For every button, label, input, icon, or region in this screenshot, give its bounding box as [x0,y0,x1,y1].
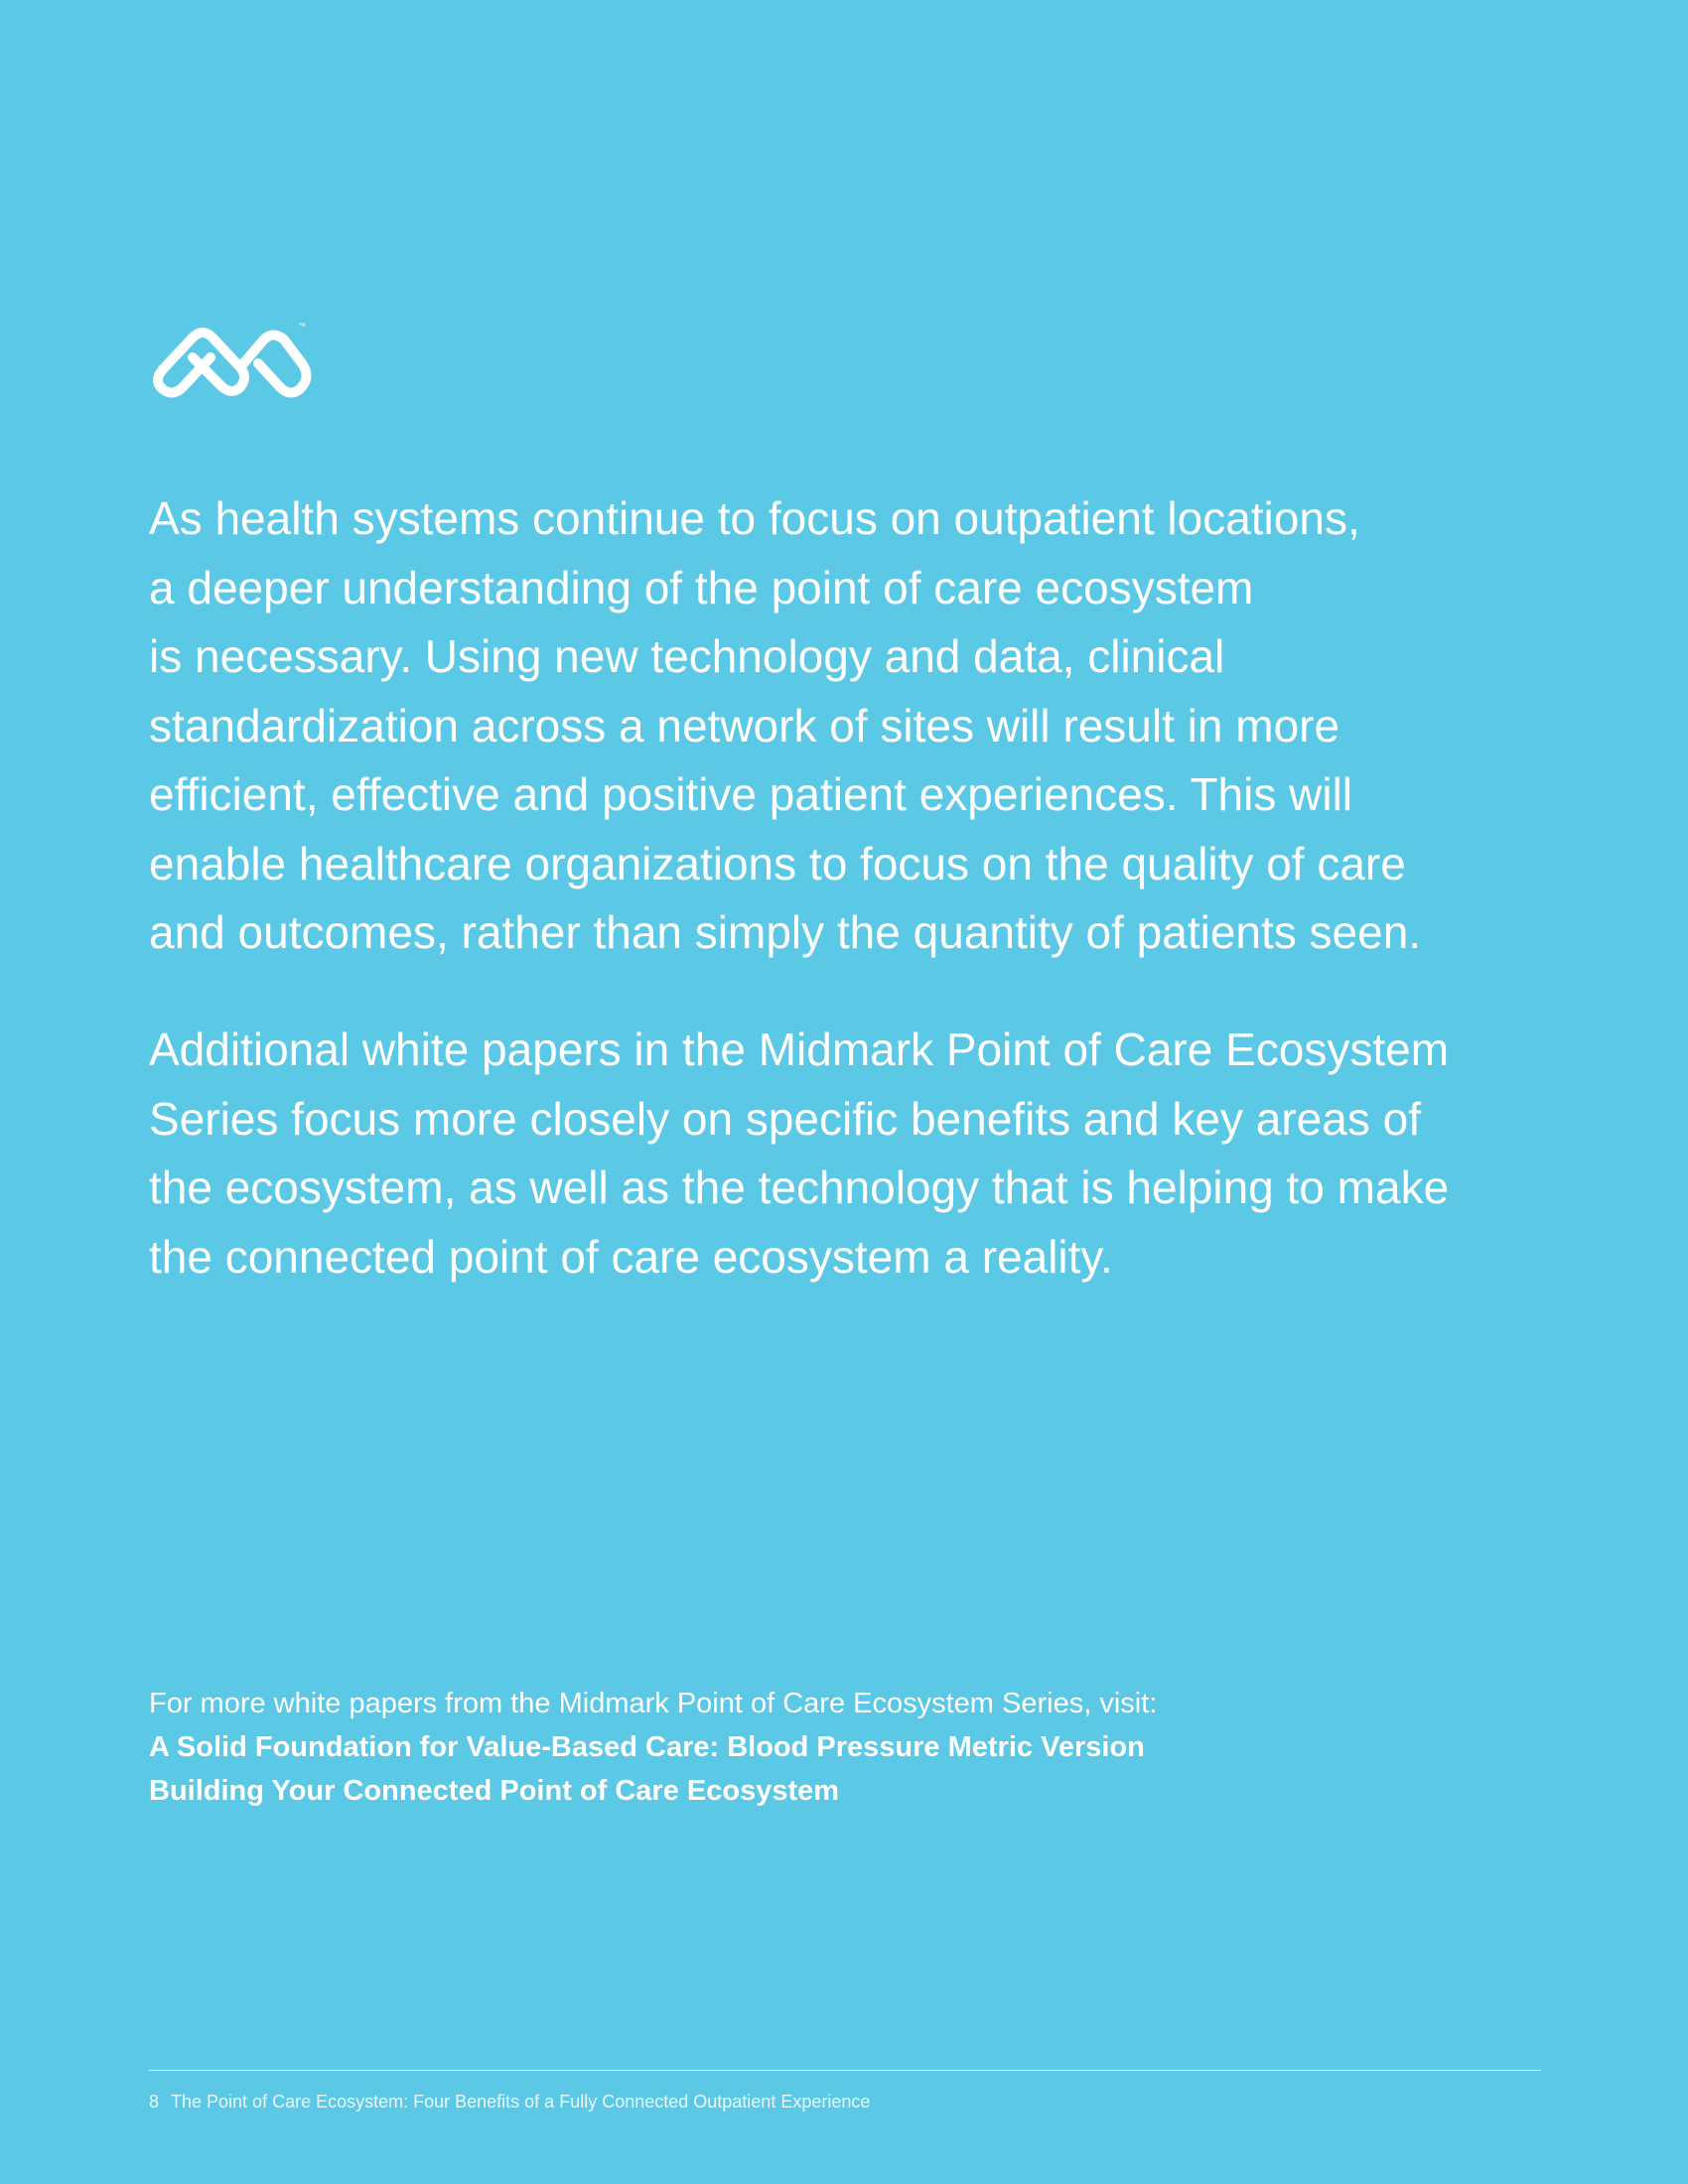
more-papers-intro: For more white papers from the Midmark Point of Care Ecosystem Series, visit: [149,1688,1158,1719]
paragraph-line: As health systems continue to focus on outpatient locations, [149,492,1360,544]
paragraph-line: Series focus more closely on specific benefits and key areas of [149,1092,1421,1145]
trademark-symbol: ™ [298,322,307,331]
body-paragraph-2 [149,1016,1539,1292]
paragraph-line: and outcomes, rather than simply the quantity of patients seen. [149,906,1422,958]
page-number: 8 [149,2092,160,2112]
paragraph-line: Additional white papers in the Midmark Point of Care Ecosystem [149,1024,1450,1075]
paragraph-line: standardization across a network of sites will result in more [149,699,1340,751]
page-footer [149,2091,870,2113]
body-paragraph-1 [149,484,1539,968]
paragraph-line: a deeper understanding of the point of care ecosystem [149,561,1254,614]
white-paper-link-connected-ecosystem[interactable]: Building Your Connected Point of Care Ecosystem [149,1775,840,1807]
paragraph-line: the connected point of care ecosystem a reality. [149,1230,1113,1283]
white-paper-link-blood-pressure[interactable]: A Solid Foundation for Value-Based Care: Blood Pressure Metric Version [149,1731,1145,1763]
footer-title: The Point of Care Ecosystem: Four Benefits of a Fully Connected Outpatient Experience [171,2092,871,2112]
paragraph-line: the ecosystem, as well as the technology that is helping to make [149,1161,1450,1213]
paragraph-line: is necessary. Using new technology and data, clinical [149,630,1225,682]
footer-divider [149,2070,1541,2071]
paragraph-line: enable healthcare organizations to focus on the quality of care [149,837,1406,889]
more-white-papers [149,1682,1440,1813]
midmark-logo-icon [149,320,314,399]
paragraph-line: efficient, effective and positive patient experiences. This will [149,768,1353,820]
